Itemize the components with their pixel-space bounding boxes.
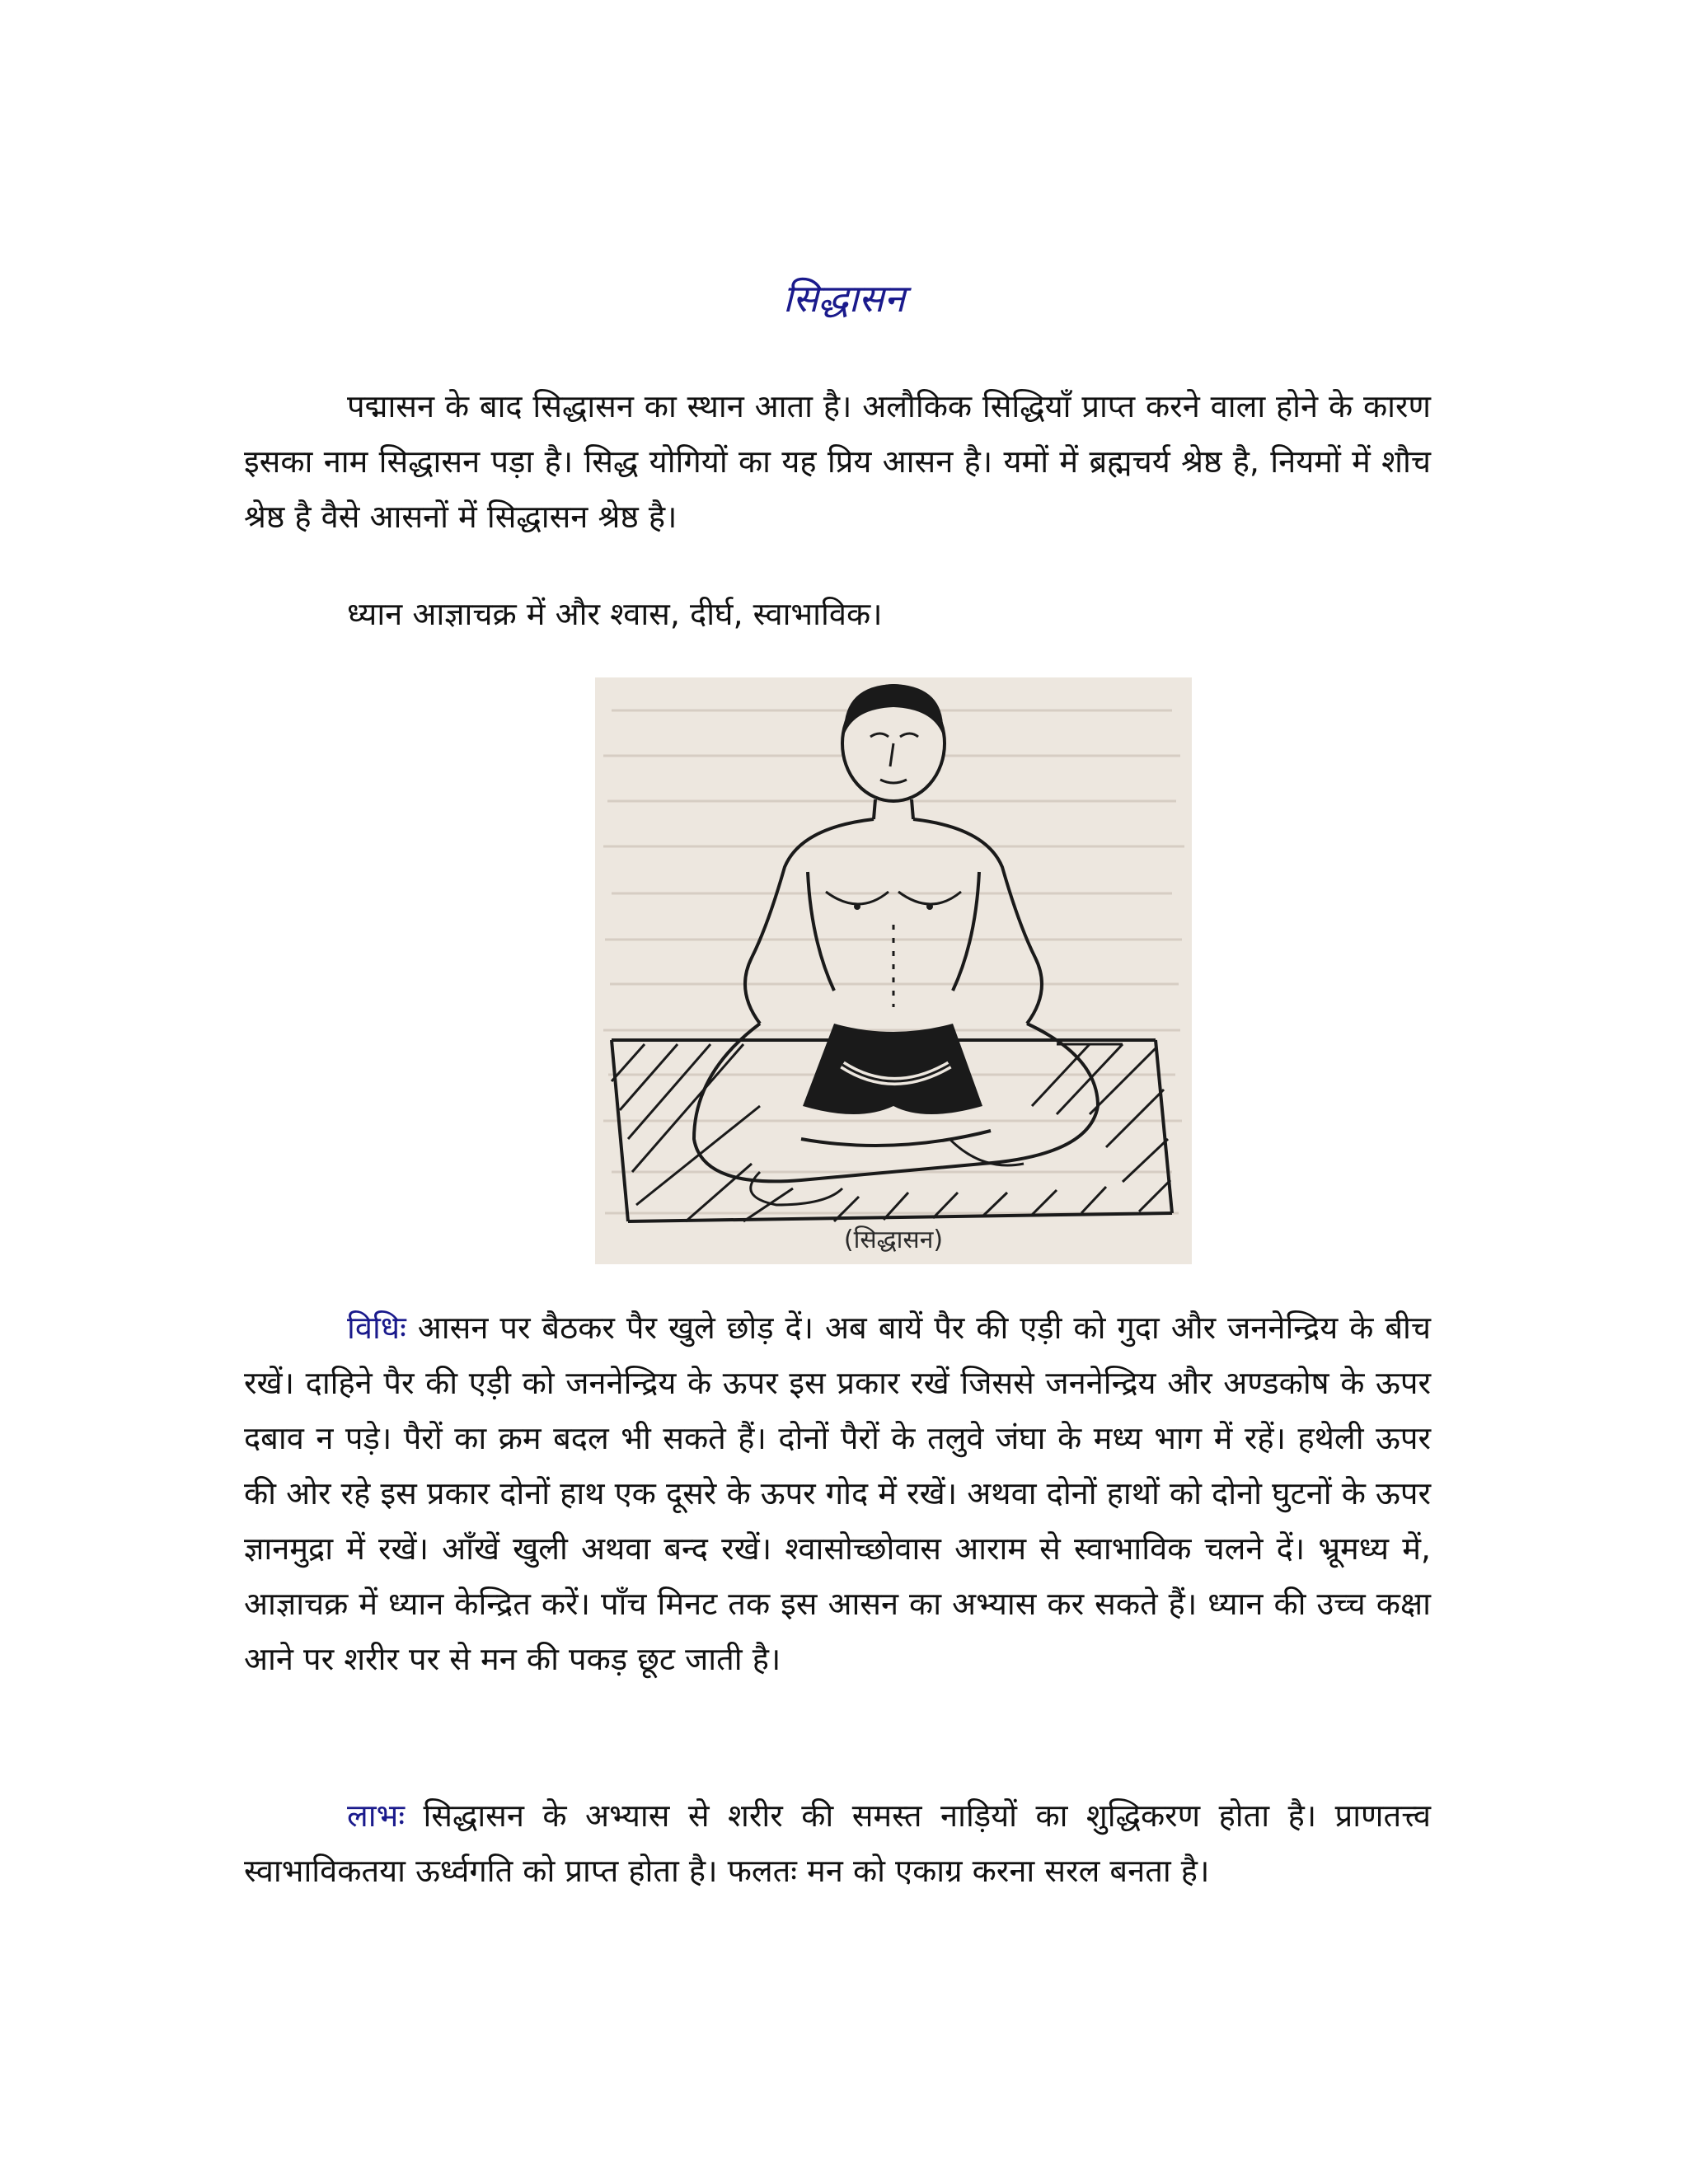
page-title: सिद्धासन (782, 276, 906, 321)
labh-text: सिद्धासन के अभ्यास से शरीर की समस्त नाड़ियों का शुद्धिकरण होता है। प्राणतत्त्व स्वाभाविकतया ऊर्ध्वगति को प्राप्त होता है। फलतः मन को एकाग्र करना सरल बनता है। (244, 1797, 1431, 1889)
dhyan-paragraph: ध्यान आज्ञाचक्र में और श्वास, दीर्घ, स्वाभाविक। (347, 596, 883, 632)
vidhi-paragraph (244, 1301, 1431, 1687)
siddhasana-illustration-icon (595, 677, 1192, 1264)
labh-label: लाभः (347, 1797, 405, 1834)
vidhi-label: विधिः (347, 1310, 406, 1346)
labh-paragraph (244, 1788, 1431, 1899)
figure-caption: (सिद्धासन) (843, 1226, 944, 1254)
vidhi-text: आसन पर बैठकर पैर खुले छोड़ दें। अब बायें पैर की एड़ी को गुदा और जननेन्द्रिय के बीच रखें। दाहिने पैर की एड़ी को जननेन्द्रिय के ऊपर इस प्रकार रखें जिससे जननेन्द्रिय और अण्डकोष के ऊपर दबाव न पड़े। पैरों का क्रम बदल भी सकते हैं। दोनों पैरों के तलुवे जंघा के मध्य भाग में रहें। हथेली ऊपर की ओर रहे इस प्रकार दोनों हाथ एक दूसरे के ऊपर गोद में रखें। अथवा दोनों हाथों को दोनो घुटनों के ऊपर ज्ञानमुद्रा में रखें। आँखें खुली अथवा बन्द रखें। श्वासोच्छोवास आराम से स्वाभाविक चलने दें। भ्रूमध्य में, आज्ञाचक्र में ध्यान केन्द्रित करें। पाँच मिनट तक इस आसन का अभ्यास कर सकते हैं। ध्यान की उच्च कक्षा आने पर शरीर पर से मन की पकड़ छूट जाती है। (244, 1310, 1431, 1677)
intro-paragraph: पद्मासन के बाद सिद्धासन का स्थान आता है। अलौकिक सिद्धियाँ प्राप्त करने वाला होने के कारण इसका नाम सिद्धासन पड़ा है। सिद्ध योगियों का यह प्रिय आसन है। यमों में ब्रह्मचर्य श्रेष्ठ है, नियमों में शौच श्रेष्ठ है वैसे आसनों में सिद्धासन श्रेष्ठ है। (244, 388, 1431, 535)
siddhasana-figure (595, 677, 1192, 1264)
